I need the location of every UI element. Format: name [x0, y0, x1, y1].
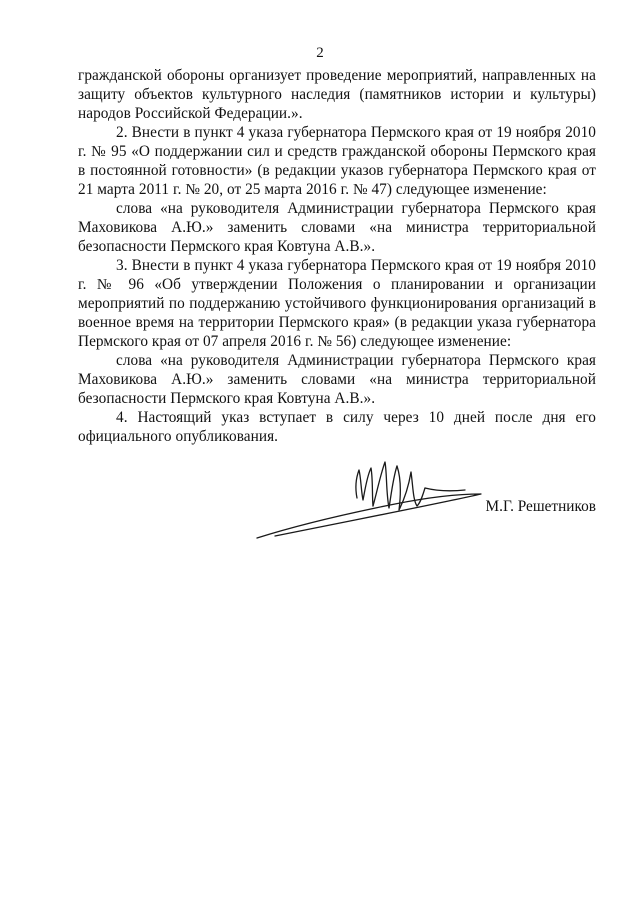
- paragraph-item-2-change: слова «на руководителя Администрации губернатора Пермского края Маховикова А.Ю.» заменить словами «на министра территориальной безопасности Пермского края Ковтуна А.В.».: [78, 200, 596, 255]
- paragraph-item-2: 2. Внести в пункт 4 указа губернатора Пермского края от 19 ноября 2010 г. № 95 «О поддержании сил и средств гражданской обороны Пермского края в постоянной готовности» (в редакции указов губернатора Пермского края от 21 марта 2011 г. № 20, от 25 марта 2016 г. № 47) следующее изменение:: [78, 124, 596, 198]
- paragraph-item-3: 3. Внести в пункт 4 указа губернатора Пермского края от 19 ноября 2010 г. № 96 «Об утверждении Положения о планировании и организации мероприятий по поддержанию устойчивого функционирования организаций в военное время на территории Пермского края» (в редакции указа губернатора Пермского края от 07 апреля 2016 г. № 56) следующее изменение:: [78, 257, 596, 350]
- paragraph-item-3-change: слова «на руководителя Администрации губернатора Пермского края Маховикова А.Ю.» заменить словами «на министра территориальной безопасности Пермского края Ковтуна А.В.».: [78, 352, 596, 407]
- page-number: 2: [316, 45, 324, 61]
- paragraph-continuation: гражданской обороны организует проведение мероприятий, направленных на защиту объектов культурного наследия (памятников истории и культуры) народов Российской Федерации.».: [78, 67, 596, 122]
- paragraph-item-4: 4. Настоящий указ вступает в силу через 10 дней после дня его официального опубликования.: [78, 409, 596, 445]
- handwritten-signature: [255, 448, 485, 548]
- signer-name: М.Г. Решетников: [485, 498, 596, 515]
- document-body: [78, 66, 596, 446]
